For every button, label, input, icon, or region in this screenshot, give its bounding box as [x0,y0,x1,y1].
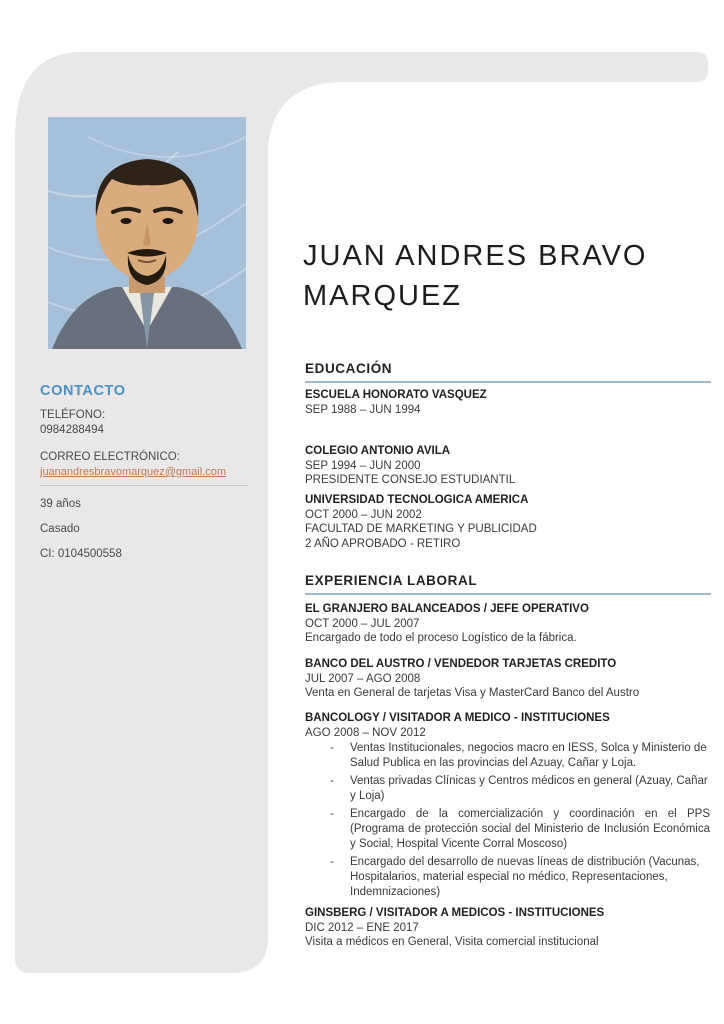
experience-entry-title: GINSBERG / VISITADOR A MEDICOS - INSTITUCIONES [305,907,605,919]
experience-bullet-list [305,741,711,900]
email-label: CORREO ELECTRÓNICO: [40,451,180,463]
education-entry [305,444,711,488]
experience-entry-title: BANCO DEL AUSTRO / VENDEDOR TARJETAS CREDITO [305,658,617,670]
experience-entry [305,657,711,701]
education-entry-detail: FACULTAD DE MARKETING Y PUBLICIDAD [305,523,537,535]
education-entry [305,493,711,551]
education-heading: EDUCACIÓN [305,361,711,383]
education-entry-period: OCT 2000 – JUN 2002 [305,508,422,521]
experience-entry-period: JUL 2007 – AGO 2008 [305,672,421,685]
education-entry-period: SEP 1988 – JUN 1994 [305,403,421,416]
experience-heading: EXPERIENCIA LABORAL [305,573,711,595]
experience-entry-period: OCT 2000 – JUL 2007 [305,617,420,630]
experience-entry-period: AGO 2008 – NOV 2012 [305,726,426,739]
experience-bullet: - Encargado de la comercialización y coordinación en el PPS (Programa de protección social del Ministerio de Inclusión Económica y Social, Hospital Vicente Corral Moscoso) [350,807,710,852]
marital-status-text: Casado [40,523,80,535]
phone-label: TELÉFONO: [40,409,106,421]
education-entry-title: ESCUELA HONORATO VASQUEZ [305,389,487,401]
education-entry-detail: PRESIDENTE CONSEJO ESTUDIANTIL [305,474,516,486]
experience-entry-title: BANCOLOGY / VISITADOR A MEDICO - INSTITUCIONES [305,712,610,724]
experience-bullet: - Encargado del desarrollo de nuevas líneas de distribución (Vacunas, Hospitalarios, material especial no médico, Representaciones, Indemnizaciones) [350,855,710,900]
education-entry-period: SEP 1994 – JUN 2000 [305,459,421,472]
education-entry-title: COLEGIO ANTONIO AVILA [305,445,451,457]
experience-bullet: - Ventas Institucionales, negocios macro en IESS, Solca y Ministerio de Salud Publica en las provincias del Azuay, Cañar y Loja. [350,741,710,771]
experience-entry-period: DIC 2012 – ENE 2017 [305,921,419,934]
experience-entry-title: EL GRANJERO BALANCEADOS / JEFE OPERATIVO [305,603,589,615]
person-name: JUAN ANDRES BRAVO MARQUEZ [303,240,648,312]
experience-entry [305,906,711,950]
contact-heading: CONTACTO [40,383,126,399]
email-divider [40,485,248,486]
phone-value: 0984288494 [40,424,104,436]
education-entry [305,388,711,417]
experience-entry [305,711,711,903]
profile-photo [48,117,246,349]
experience-entry-description: Venta en General de tarjetas Visa y MasterCard Banco del Austro [305,687,640,699]
email-link[interactable]: juanandresbravomarquez@gmail.com [40,466,227,478]
experience-entry-description: Visita a médicos en General, Visita comercial institucional [305,936,599,948]
education-entry-title: UNIVERSIDAD TECNOLOGICA AMERICA [305,494,529,506]
age-text: 39 años [40,498,81,510]
id-number-text: CI: 0104500558 [40,548,122,560]
experience-entry-description: Encargado de todo el proceso Logístico de la fábrica. [305,632,577,644]
experience-entry [305,602,711,646]
education-entry-detail: 2 AÑO APROBADO - RETIRO [305,537,461,550]
experience-bullet: - Ventas privadas Clínicas y Centros médicos en general (Azuay, Cañar y Loja) [350,774,710,804]
